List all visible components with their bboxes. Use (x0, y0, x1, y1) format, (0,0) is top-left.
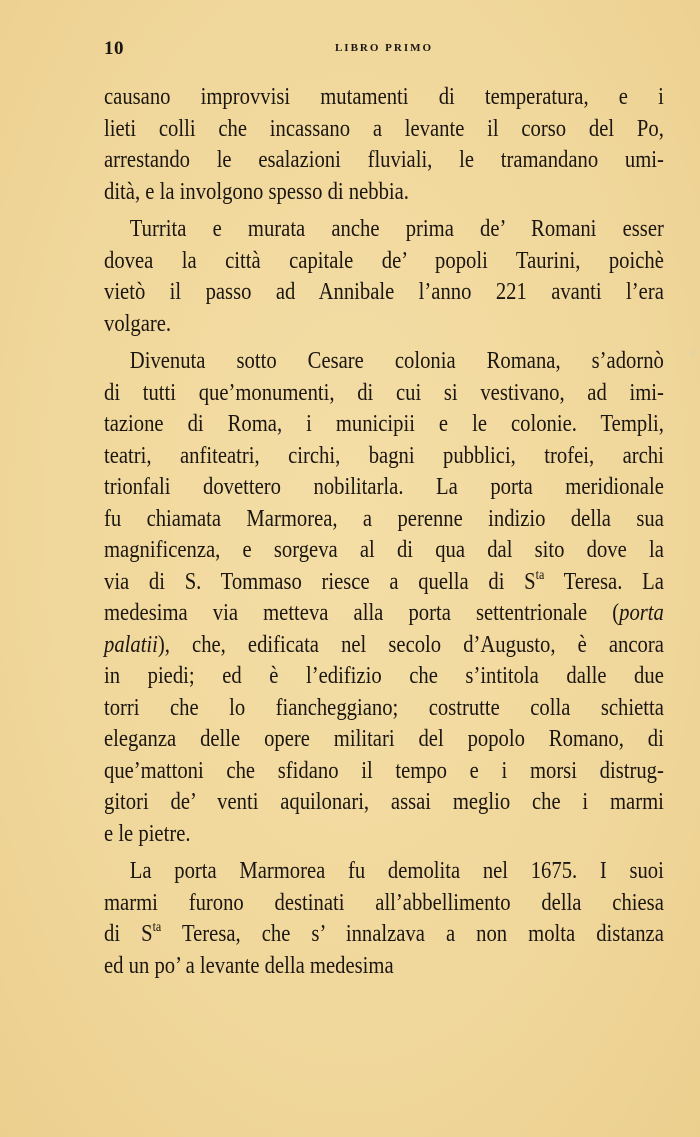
text-line: ed un po’ a levante della medesima (104, 952, 394, 979)
text-line: Divenuta sotto Cesare colonia Romana, s’adornò (129, 348, 664, 374)
text-line: gitori de’ venti aquilonari, assai meglio che i marmi (104, 789, 664, 815)
text-line: teatri, anfiteatri, circhi, bagni pubblici, trofei, archi (104, 442, 664, 469)
text-line (104, 919, 664, 951)
text-line (104, 567, 664, 599)
italic-text: palatii (104, 631, 158, 658)
paragraph-4 (104, 856, 664, 982)
running-title: LIBRO PRIMO (334, 42, 434, 54)
text-line: fu chiamata Marmorea, a perenne indizio della sua (104, 505, 664, 532)
superscript: ta (535, 567, 545, 583)
text-line: marmi furono destinati all’abbellimento della chiesa (104, 889, 664, 916)
superscript: ta (152, 920, 162, 935)
text-line: vietò il passo ad Annibale l’anno 221 avanti l’era (104, 279, 664, 305)
paragraph-3 (104, 346, 664, 850)
page-number: 10 (104, 38, 124, 59)
text-fragment: via di S. Tommaso riesce a quella di S (104, 568, 536, 595)
text-line: lieti colli che incassano a levante il corso del Po, (104, 115, 664, 142)
text-line: dovea la città capitale de’ popoli Taurini, poichè (104, 247, 664, 274)
paragraph-1 (104, 82, 664, 208)
italic-text: porta (619, 600, 664, 626)
page-edge-mark (689, 349, 697, 357)
text-line: causano improvvisi mutamenti di temperatura, e i (104, 84, 664, 110)
text-line: magnificenza, e sorgeva al di qua dal sito dove la (104, 537, 664, 563)
text-fragment: Teresa, che s’ innalzava a non molta distanza (161, 921, 664, 947)
text-line: torri che lo fiancheggiano; costrutte colla schietta (104, 694, 664, 721)
text-fragment: di S (104, 921, 153, 947)
text-line: eleganza delle opere militari del popolo Romano, di (104, 726, 664, 752)
text-fragment: Teresa. La (544, 568, 664, 595)
text-line (104, 598, 664, 630)
page-header (104, 38, 664, 60)
text-line: que’mattoni che sfidano il tempo e i morsi distrug- (104, 757, 664, 784)
paragraph-2 (104, 214, 664, 340)
text-line: in piedi; ed è l’edifizio che s’intitola dalle due (104, 663, 664, 689)
text-fragment: ), che, edificata nel secolo d’Augusto, è ancora (157, 631, 664, 658)
text-line: trionfali dovettero nobilitarla. La porta meridionale (104, 474, 664, 500)
text-line: La porta Marmorea fu demolita nel 1675. I suoi (129, 858, 664, 884)
text-line: volgare. (104, 310, 172, 337)
text-line: dità, e la involgono spesso di nebbia. (104, 178, 409, 205)
text-line: di tutti que’monumenti, di cui si vestivano, ad imi- (104, 379, 664, 406)
text-line: e le pietre. (104, 820, 191, 847)
text-line: Turrita e murata anche prima de’ Romani esser (129, 216, 664, 242)
text-line: tazione di Roma, i municipii e le colonie. Templi, (104, 411, 664, 437)
body-text (104, 82, 664, 982)
text-fragment: medesima via metteva alla porta settentrionale ( (104, 600, 620, 626)
text-line (104, 630, 664, 662)
text-line: arrestando le esalazioni fluviali, le tramandano umi- (104, 147, 664, 173)
